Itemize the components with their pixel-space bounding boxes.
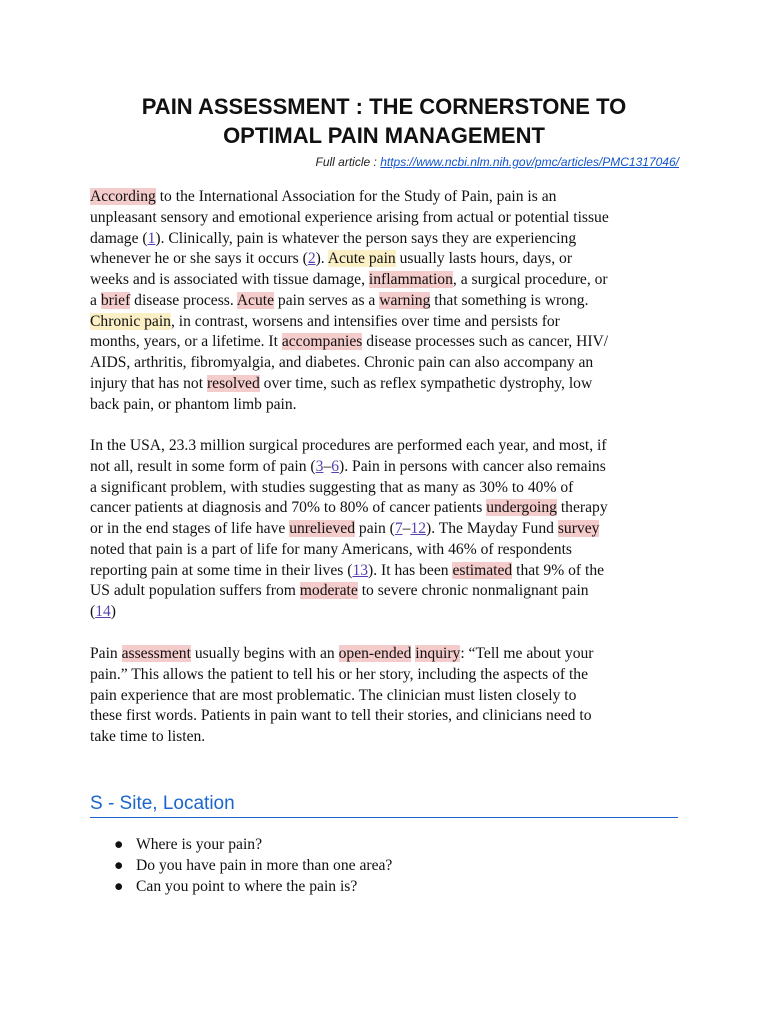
text-segment: ). The Mayday Fund xyxy=(426,520,558,537)
list-item xyxy=(90,876,392,897)
highlight-unrelieved: unrelieved xyxy=(289,520,355,537)
text-segment: cancer patients at diagnosis and 70% to 80% of cancer patients xyxy=(90,499,487,517)
text-line xyxy=(90,519,690,540)
reference-link-3[interactable]: 3 xyxy=(315,457,324,475)
text-segment: reporting pain at some time in their lives ( xyxy=(90,561,353,579)
highlight-warning: warning xyxy=(379,291,431,309)
text-segment: a xyxy=(90,291,101,309)
text-segment: ). It has been xyxy=(368,561,453,579)
text-line xyxy=(90,229,690,250)
text-line: these first words. Patients in pain want to tell their stories, and clinicians need to xyxy=(90,707,592,725)
text-segment: or in the end stages of life have xyxy=(90,520,290,537)
highlight-inflammation: inflammation xyxy=(368,271,453,288)
text-line xyxy=(90,644,690,665)
text-line xyxy=(90,270,690,291)
highlight-moderate: moderate xyxy=(299,582,358,600)
highlight-open-ended: open-ended xyxy=(338,645,412,662)
text-line: pain.” This allows the patient to tell his or her story, including the aspects of the xyxy=(90,665,589,683)
text-segment: to the International Association for the Study of Pain, pain is an xyxy=(155,188,557,205)
full-article-label: Full article : xyxy=(315,155,381,169)
highlight-accompanies: accompanies xyxy=(281,333,363,351)
text-segment: , a surgical procedure, or xyxy=(452,271,608,288)
text-line: unpleasant sensory and emotional experience arising from actual or potential tissue xyxy=(90,208,609,226)
text-segment: ) xyxy=(110,603,116,620)
bullet-glyph: ● xyxy=(114,857,124,874)
text-line xyxy=(90,561,690,582)
highlight-resolved: resolved xyxy=(206,374,260,392)
title-line-2: OPTIMAL PAIN MANAGEMENT xyxy=(223,123,545,148)
text-segment: ). xyxy=(315,250,328,268)
text-segment: months, years, or a lifetime. It xyxy=(90,333,282,351)
text-segment: : “Tell me about your xyxy=(460,645,594,662)
text-segment: pain serves as a xyxy=(274,291,380,309)
text-line: a significant problem, with studies suggesting that as many as 30% to 40% of xyxy=(90,478,574,496)
reference-link-2[interactable]: 2 xyxy=(307,250,316,268)
text-segment: , in contrast, worsens and intensifies over time and persists for xyxy=(170,312,560,330)
highlight-brief: brief xyxy=(100,291,131,309)
reference-link-7[interactable]: 7 xyxy=(394,520,403,537)
text-line xyxy=(90,291,690,312)
text-line xyxy=(90,581,690,602)
reference-link-12[interactable]: 12 xyxy=(410,520,427,537)
bullet-list xyxy=(90,834,392,897)
highlight-survey: survey xyxy=(557,520,600,537)
text-segment: – xyxy=(402,520,411,537)
highlight-assessment: assessment xyxy=(121,645,191,662)
highlight-acute: Acute xyxy=(236,291,275,309)
full-article-citation xyxy=(316,154,680,170)
section-heading-site-location: S - Site, Location xyxy=(90,792,678,818)
text-segment: US adult population suffers from xyxy=(90,582,300,600)
highlight-inquiry: inquiry xyxy=(415,645,461,662)
list-item xyxy=(90,855,392,876)
text-line: take time to listen. xyxy=(90,728,206,745)
paragraph-definition xyxy=(90,187,690,415)
text-segment: damage ( xyxy=(90,229,148,247)
text-segment: weeks and is associated with tissue damage, xyxy=(90,271,369,288)
reference-link-13[interactable]: 13 xyxy=(352,561,369,579)
text-line xyxy=(90,498,690,519)
text-segment: usually lasts hours, days, or xyxy=(395,250,573,268)
text-segment: Pain xyxy=(90,645,122,662)
document-title xyxy=(60,92,708,150)
text-segment: that 9% of the xyxy=(512,561,605,579)
bullet-glyph: ● xyxy=(114,878,124,895)
text-segment: not all, result in some form of pain ( xyxy=(90,457,316,475)
text-segment: whenever he or she says it occurs ( xyxy=(90,250,308,268)
bullet-glyph: ● xyxy=(114,836,124,853)
text-line: noted that pain is a part of life for many Americans, with 46% of respondents xyxy=(90,540,572,558)
list-item-text: Do you have pain in more than one area? xyxy=(136,857,393,874)
text-line: back pain, or phantom limb pain. xyxy=(90,395,297,413)
text-line: AIDS, arthritis, fibromyalgia, and diabetes. Chronic pain can also accompany an xyxy=(90,354,594,371)
text-segment: ( xyxy=(90,603,96,620)
text-line xyxy=(90,332,690,353)
text-line: pain experience that are most problematic. The clinician must listen closely to xyxy=(90,686,577,704)
text-line xyxy=(90,249,690,270)
text-segment: injury that has not xyxy=(90,374,207,392)
reference-link-6[interactable]: 6 xyxy=(331,457,340,475)
text-segment: ). Pain in persons with cancer also remains xyxy=(339,457,606,475)
text-segment: – xyxy=(323,457,332,475)
reference-link-14[interactable]: 14 xyxy=(95,603,111,620)
text-segment: that something is wrong. xyxy=(430,291,589,309)
text-segment: disease processes such as cancer, HIV/ xyxy=(362,333,609,351)
highlight-estimated: estimated xyxy=(452,561,513,579)
full-article-link[interactable]: https://www.ncbi.nlm.nih.gov/pmc/articles/PMC1317046/ xyxy=(380,155,679,169)
text-line xyxy=(90,312,690,333)
text-segment: to severe chronic nonmalignant pain xyxy=(357,582,589,600)
list-item-text: Can you point to where the pain is? xyxy=(136,878,358,895)
text-segment: therapy xyxy=(556,499,608,517)
text-line: In the USA, 23.3 million surgical procedures are performed each year, and most, if xyxy=(90,437,607,454)
text-segment: pain ( xyxy=(355,520,395,537)
paragraph-statistics xyxy=(90,436,690,623)
text-line xyxy=(90,457,690,478)
text-line xyxy=(90,374,690,395)
text-line xyxy=(90,187,690,208)
title-line-1: PAIN ASSESSMENT : THE CORNERSTONE TO xyxy=(141,94,627,119)
paragraph-assessment xyxy=(90,644,690,748)
highlight-chronic-pain: Chronic pain xyxy=(90,312,171,330)
text-segment: ). Clinically, pain is whatever the person says they are experiencing xyxy=(155,229,577,247)
list-item-text: Where is your pain? xyxy=(136,836,262,853)
text-segment: over time, such as reflex sympathetic dystrophy, low xyxy=(259,374,593,392)
reference-link-1[interactable]: 1 xyxy=(147,229,156,247)
text-segment: disease process. xyxy=(130,291,237,309)
text-segment: usually begins with an xyxy=(190,645,339,662)
highlight-undergoing: undergoing xyxy=(486,499,557,517)
list-item xyxy=(90,834,392,855)
text-line xyxy=(90,602,690,623)
highlight-according: According xyxy=(90,188,156,205)
highlight-acute-pain: Acute pain xyxy=(327,250,396,268)
